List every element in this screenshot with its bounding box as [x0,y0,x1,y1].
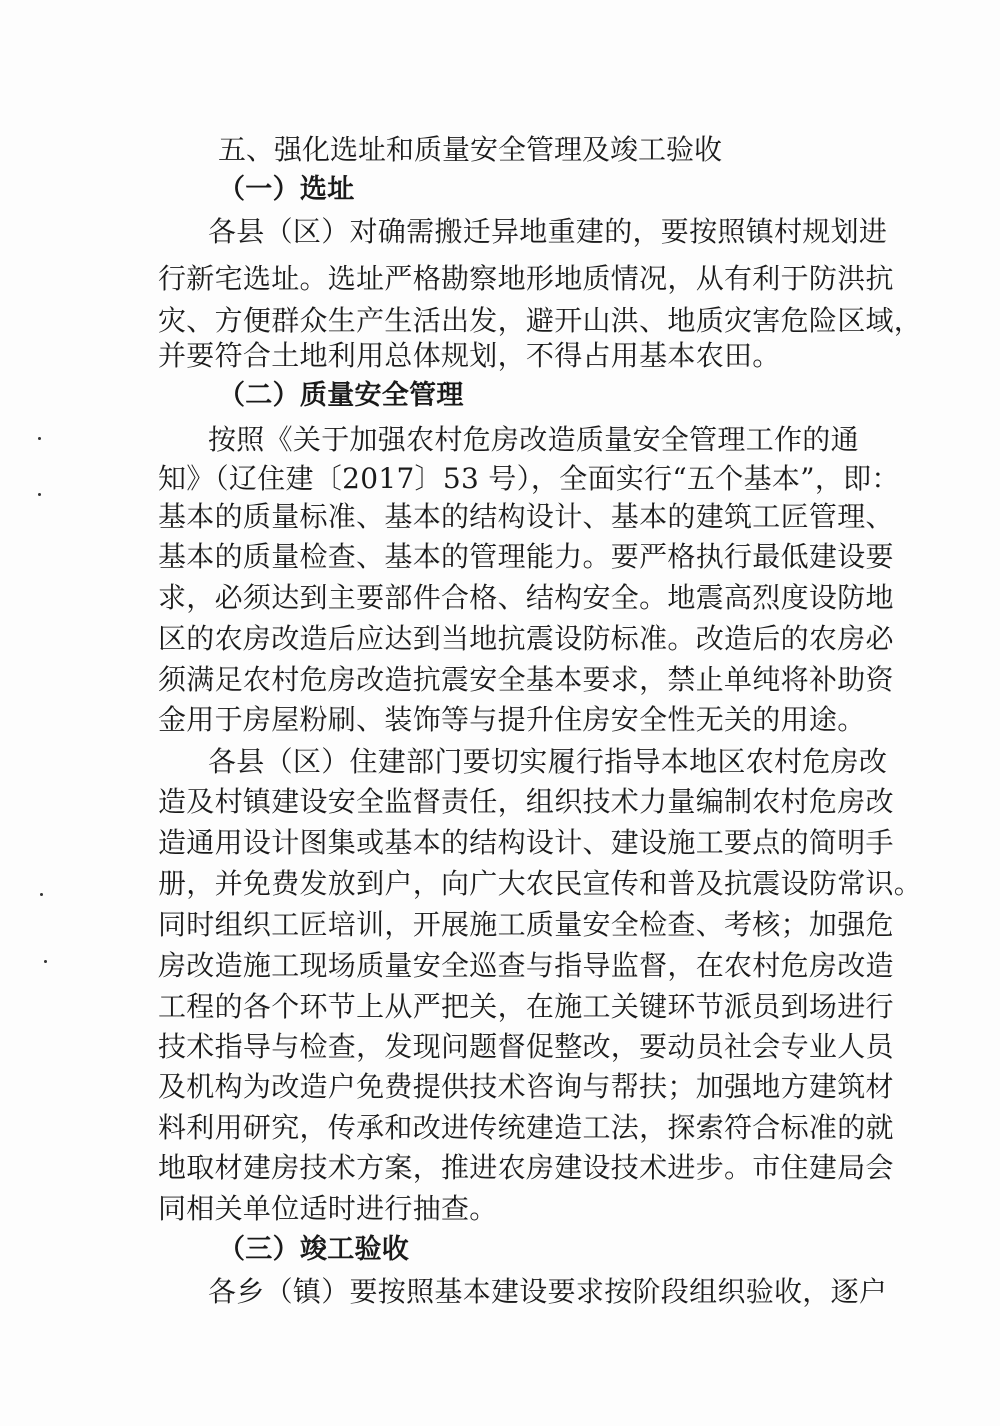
subsection-title-site-selection: （一）选址 [218,174,355,205]
paragraph-line: 地取材建房技术方案，推进农房建设技术进步。市住建局会 [158,1151,894,1184]
paragraph-line: 及机构为改造户免费提供技术咨询与帮扶；加强地方建筑材 [158,1070,894,1103]
paragraph-line: 基本的质量检查、基本的管理能力。要严格执行最低建设要 [158,540,894,573]
paragraph-line: 按照《关于加强农村危房改造质量安全管理工作的通 [208,423,859,456]
paragraph-line: 同相关单位适时进行抽查。 [158,1192,498,1225]
paragraph-line: 灾、方便群众生产生活出发，避开山洪、地质灾害危险区域， [158,304,923,337]
paragraph-line: 造通用设计图集或基本的结构设计、建设施工要点的简明手 [158,826,894,859]
subsection-title-completion-acceptance: （三）竣工验收 [218,1234,410,1265]
paragraph-line: 造及村镇建设安全监督责任，组织技术力量编制农村危房改 [158,785,894,818]
paragraph-line: 技术指导与检查，发现问题督促整改，要动员社会专业人员 [158,1030,894,1063]
paragraph-line: 同时组织工匠培训，开展施工质量安全检查、考核；加强危 [158,908,894,941]
paragraph-line: 基本的质量标准、基本的结构设计、基本的建筑工匠管理、 [158,500,894,533]
paragraph-line: 工程的各个环节上从严把关，在施工关键环节派员到场进行 [158,990,894,1023]
paragraph-line: 各县（区）住建部门要切实履行指导本地区农村危房改 [208,745,888,778]
subsection-title-quality-safety: （二）质量安全管理 [218,380,464,411]
paragraph-line: 须满足农村危房改造抗震安全基本要求，禁止单纯将补助资 [158,663,894,696]
paragraph-line: 区的农房改造后应达到当地抗震设防标准。改造后的农房必 [158,622,894,655]
paragraph-line: 各乡（镇）要按照基本建设要求按阶段组织验收，逐户 [208,1275,888,1308]
paragraph-line: 知》（辽住建〔2017〕53 号），全面实行“五个基本”，即： [158,462,900,495]
section-heading: 五、强化选址和质量安全管理及竣工验收 [218,133,723,166]
scan-speck [38,437,41,440]
paragraph-line: 并要符合土地利用总体规划，不得占用基本农田。 [158,339,781,372]
paragraph-line: 各县（区）对确需搬迁异地重建的，要按照镇村规划进 [208,215,888,248]
scan-speck [44,960,47,963]
paragraph-line: 行新宅选址。选址严格勘察地形地质情况，从有利于防洪抗 [158,262,894,295]
paragraph-line: 房改造施工现场质量安全巡查与指导监督，在农村危房改造 [158,949,894,982]
paragraph-line: 求，必须达到主要部件合格、结构安全。地震高烈度设防地 [158,581,894,614]
paragraph-line: 料利用研究，传承和改进传统建造工法，探索符合标准的就 [158,1111,894,1144]
scan-speck [40,893,43,896]
paragraph-line: 金用于房屋粉刷、装饰等与提升住房安全性无关的用途。 [158,703,866,736]
paragraph-line: 册，并免费发放到户，向广大农民宣传和普及抗震设防常识。 [158,867,923,900]
scan-speck [38,493,41,496]
